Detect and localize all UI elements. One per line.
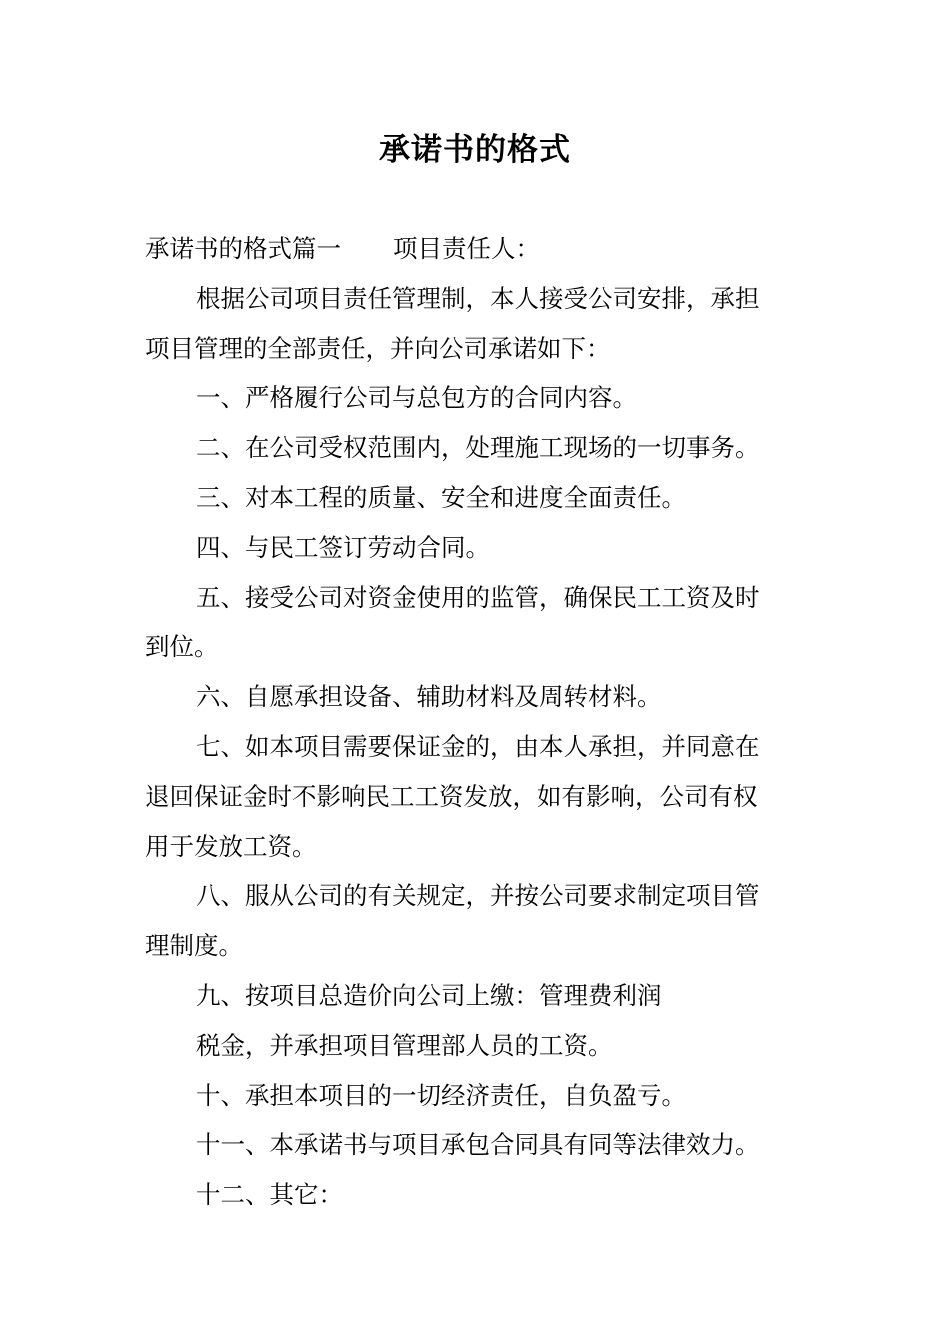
commitment-item-1: 一、严格履行公司与总包方的合同内容。 — [196, 383, 637, 413]
commitment-item-9: 九、按项目总造价向公司上缴：管理费利润 — [196, 980, 662, 1010]
commitment-item-6: 六、自愿承担设备、辅助材料及周转材料。 — [196, 682, 662, 712]
commitment-item-5-cont: 到位。 — [145, 632, 219, 662]
commitment-item-2: 二、在公司受权范围内，处理施工现场的一切事务。 — [196, 433, 760, 463]
commitment-item-8: 八、服从公司的有关规定，并按公司要求制定项目管 — [196, 881, 760, 911]
commitment-item-8-cont: 理制度。 — [145, 931, 243, 961]
commitment-item-9-cont: 税金，并承担项目管理部人员的工资。 — [196, 1030, 613, 1060]
commitment-item-11: 十一、本承诺书与项目承包合同具有同等法律效力。 — [196, 1130, 760, 1160]
commitment-item-7: 七、如本项目需要保证金的，由本人承担，并同意在 — [196, 731, 760, 761]
commitment-item-7-cont: 退回保证金时不影响民工工资发放，如有影响，公司有权 — [145, 781, 758, 811]
commitment-item-4: 四、与民工签订劳动合同。 — [196, 532, 490, 562]
document-title: 承诺书的格式 — [379, 132, 571, 168]
commitment-item-12: 十二、其它： — [196, 1180, 343, 1210]
commitment-item-10: 十、承担本项目的一切经济责任，自负盈亏。 — [196, 1080, 686, 1110]
addressee: 项目责任人： — [393, 234, 540, 263]
section-heading: 承诺书的格式篇一 — [145, 234, 341, 263]
commitment-item-5: 五、接受公司对资金使用的监管，确保民工工资及时 — [196, 582, 760, 612]
commitment-item-7-cont: 用于发放工资。 — [145, 831, 317, 861]
intro-line — [145, 224, 810, 274]
paragraph-line: 根据公司项目责任管理制，本人接受公司安排，承担 — [196, 283, 760, 313]
commitment-item-3: 三、对本工程的质量、安全和进度全面责任。 — [196, 482, 686, 512]
paragraph-line: 项目管理的全部责任，并向公司承诺如下： — [145, 333, 611, 363]
document-body — [145, 224, 810, 1220]
